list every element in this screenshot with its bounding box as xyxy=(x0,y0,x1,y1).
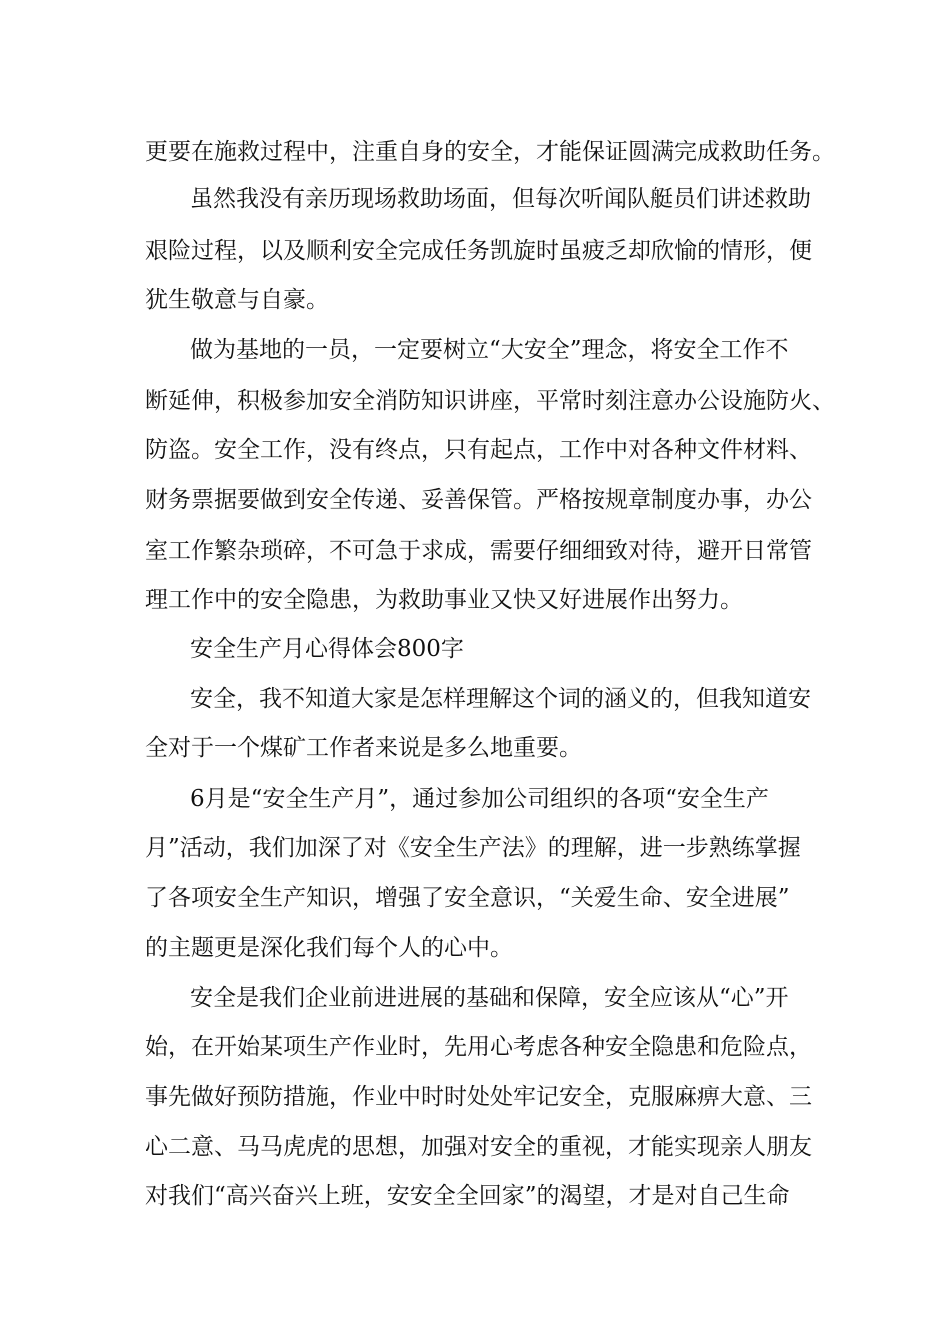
text-line: 的主题更是深化我们每个人的心中。 xyxy=(145,935,513,961)
paragraph-start-line: 安全，我不知道大家是怎样理解这个词的涵义的，但我知道安 xyxy=(190,686,811,712)
text-line: 断延伸，积极参加安全消防知识讲座，平常时刻注意办公设施防火、 xyxy=(145,388,835,414)
text-line: 心二意、马马虎虎的思想，加强对安全的重视，才能实现亲人朋友 xyxy=(145,1134,812,1160)
text-line: 财务票据要做到安全传递、妥善保管。严格按规章制度办事，办公 xyxy=(145,487,812,513)
text-line: 对我们“高兴奋兴上班，安安全全回家”的渴望，才是对自己生命 xyxy=(145,1183,790,1209)
text-line: 更要在施救过程中，注重自身的安全，才能保证圆满完成救助任务。 xyxy=(145,139,835,165)
text-line: 理工作中的安全隐患，为救助事业又快又好进展作出努力。 xyxy=(145,587,743,613)
text-line: 犹生敬意与自豪。 xyxy=(145,287,329,313)
text-line: 室工作繁杂琐碎，不可急于求成，需要仔细细致对待，避开日常管 xyxy=(145,538,812,564)
text-line: 艰险过程，以及顺利安全完成任务凯旋时虽疲乏却欣愉的情形，便 xyxy=(145,238,812,264)
text-line: 了各项安全生产知识，增强了安全意识，“关爱生命、安全进展” xyxy=(145,885,790,911)
text-line: 全对于一个煤矿工作者来说是多么地重要。 xyxy=(145,735,582,761)
paragraph-start-line: 6月是“安全生产月”，通过参加公司组织的各项“安全生产 xyxy=(190,786,769,812)
text-line: 月”活动，我们加深了对《安全生产法》的理解，进一步熟练掌握 xyxy=(145,835,801,861)
paragraph-start-line: 安全是我们企业前进进展的基础和保障，安全应该从“心”开 xyxy=(190,985,789,1011)
paragraph-start-line: 做为基地的一员，一定要树立“大安全”理念，将安全工作不 xyxy=(190,337,789,363)
text-line: 始，在开始某项生产作业时，先用心考虑各种安全隐患和危险点， xyxy=(145,1034,812,1060)
paragraph-start-line: 虽然我没有亲历现场救助场面，但每次听闻队艇员们讲述救助 xyxy=(190,186,811,212)
text-line: 事先做好预防措施，作业中时时处处牢记安全，克服麻痹大意、三 xyxy=(145,1084,812,1110)
section-heading: 安全生产月心得体会800字 xyxy=(190,636,464,662)
text-line: 防盗。安全工作，没有终点，只有起点，工作中对各种文件材料、 xyxy=(145,437,812,463)
